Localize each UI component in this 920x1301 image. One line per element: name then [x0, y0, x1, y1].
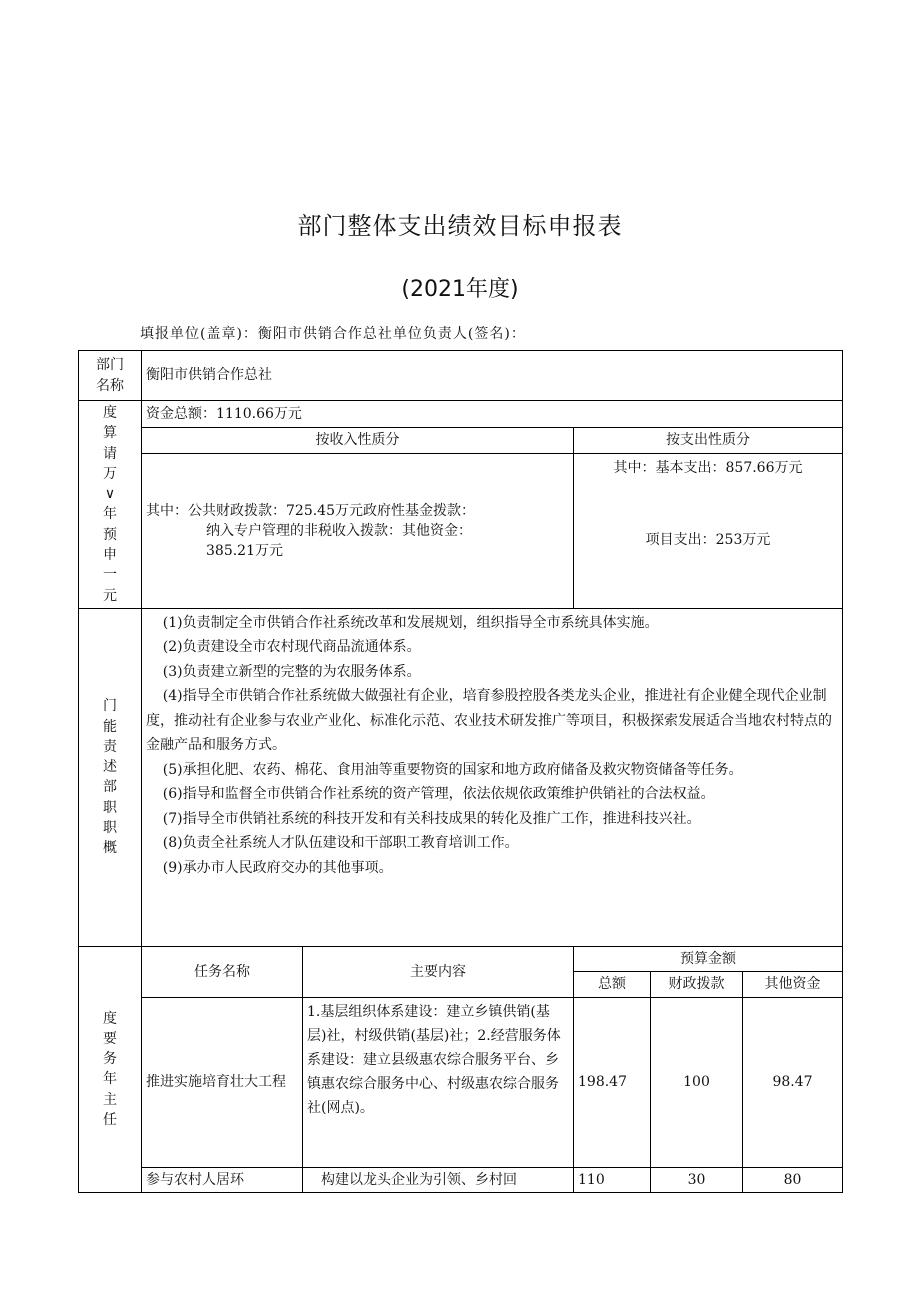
col-other: 其他资金: [743, 972, 843, 997]
budget-total-row: [79, 401, 843, 428]
budget-total: 资金总额：1110.66万元: [142, 401, 843, 428]
page-subtitle-year: (2021年度): [401, 277, 519, 302]
task-total: 110: [574, 1167, 651, 1192]
expense-breakdown: [574, 454, 843, 609]
duty-item: (5)承担化肥、农药、棉花、食用油等重要物资的国家和地方政府储备及救灾物资储备等任务。: [162, 761, 743, 778]
duty-item: (1)负责制定全市供销合作社系统改革和发展规划，组织指导全市系统具体实施。: [162, 614, 659, 631]
project-expense: 项目支出：253万元: [645, 532, 771, 549]
duty-item: (8)负责全社系统人才队伍建设和干部职工教育培训工作。: [162, 835, 519, 852]
col-budget-amount: 预算金额: [574, 946, 843, 971]
tasks-header-row: [79, 946, 843, 971]
budget-detail-row: [79, 454, 843, 609]
task-other: 80: [743, 1167, 843, 1192]
task-fiscal: 30: [651, 1167, 743, 1192]
duties-label: 门 能 责 述 部 职 职 概: [79, 608, 142, 946]
basic-expense: 其中：基本支出：857.66万元: [613, 460, 803, 477]
duty-item: (6)指导和监督全市供销合作社系统的资产管理，依法依规依政策维护供销社的合法权益。: [162, 786, 715, 803]
task-fiscal: 100: [651, 997, 743, 1167]
duty-item: (9)承办市人民政府交办的其他事项。: [162, 859, 393, 876]
task-total: 198.47: [574, 997, 651, 1167]
by-expense-header: 按支出性质分: [574, 427, 843, 454]
income-breakdown: 其中：公共财政拨款：725.45万元政府性基金拨款： 纳入专户管理的非税收入拨款：其他资金： 385.21万元: [142, 454, 574, 609]
col-fiscal: 财政拨款: [651, 972, 743, 997]
tasks-label: 度 要 务 年 主 任: [79, 946, 142, 1192]
page-title: 部门整体支出绩效目标申报表: [297, 212, 623, 240]
task-name: 参与农村人居环: [142, 1167, 303, 1192]
dept-row: [79, 351, 843, 401]
col-total: 总额: [574, 972, 651, 997]
duty-item: (3)负责建立新型的完整的为农服务体系。: [162, 663, 421, 680]
table-row: [79, 1167, 843, 1192]
col-task-name: 任务名称: [142, 946, 303, 997]
col-main-content: 主要内容: [303, 946, 574, 997]
dept-label: 部门 名称: [79, 351, 142, 401]
duties-text: [142, 608, 843, 946]
duties-row: [79, 608, 843, 946]
budget-label: 度 算 请 万 ∨ 年 预 申 一 元: [79, 401, 142, 609]
dept-name-value: 衡阳市供销合作总社: [142, 351, 843, 401]
budget-header-row: [79, 427, 843, 454]
duty-item: (2)负责建设全市农村现代商品流通体系。: [162, 639, 421, 656]
table-row: [79, 997, 843, 1167]
duty-item: (4)指导全市供销合作社系统做大做强社有企业，培育参股控股各类龙头企业，推进社有企业健全现代企业制度，推动社有企业参与农业产业化、标准化示范、农业技术研发推广等项目，积极探索发展适合当地农村特点的金融产品和服务方式。: [146, 688, 832, 754]
task-content: 构建以龙头企业为引领、乡村回: [303, 1167, 574, 1192]
task-name: 推进实施培育壮大工程: [142, 997, 303, 1167]
by-income-header: 按收入性质分: [142, 427, 574, 454]
duty-item: (7)指导全市供销社系统的科技开发和有关科技成果的转化及推广工作，推进科技兴社。: [162, 810, 701, 827]
performance-target-table: [78, 350, 843, 1193]
task-content: 1.基层组织体系建设：建立乡镇供销(基层)社，村级供销(基层)社；2.经营服务体系建设：建立县级惠农综合服务平台、乡镇惠农综合服务中心、村级惠农综合服务社(网点)。: [303, 997, 574, 1167]
task-other: 98.47: [743, 997, 843, 1167]
fill-in-line: 填报单位(盖章)：衡阳市供销合作总社单位负责人(签名)：: [140, 326, 526, 342]
